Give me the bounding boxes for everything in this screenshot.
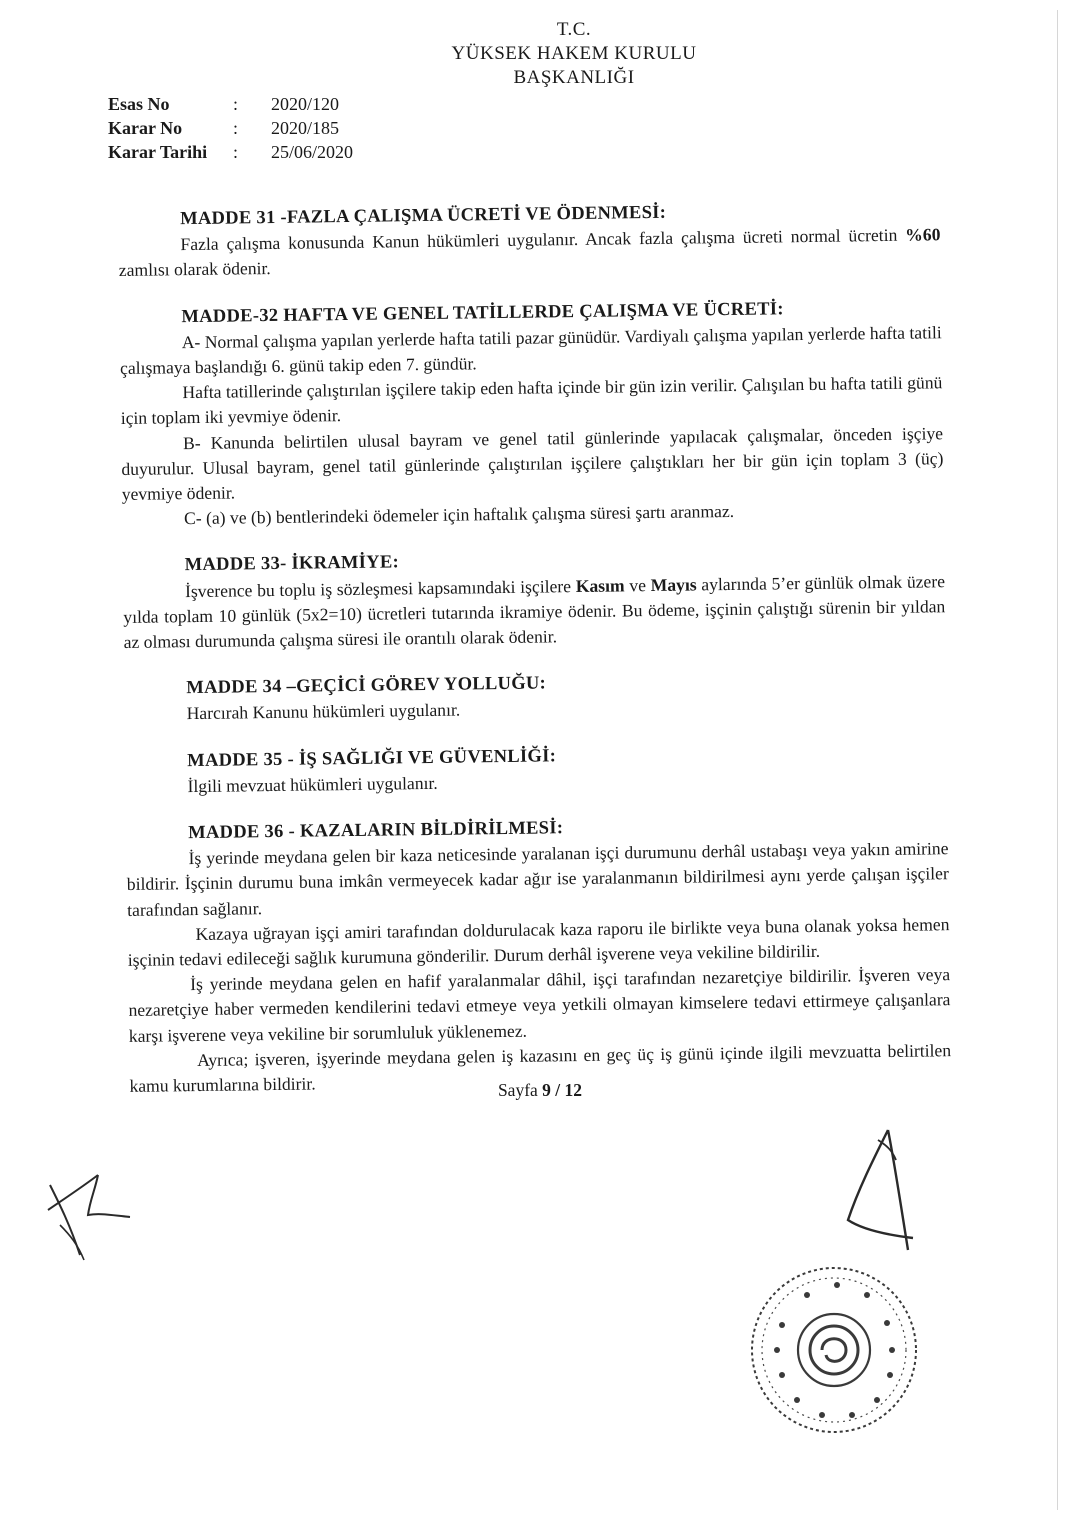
header-line-presidency: BAŞKANLIĞI: [513, 67, 635, 88]
text-run: ve: [624, 574, 651, 596]
meta-label: Karar No: [108, 118, 183, 138]
article-paragraph: A- Normal çalışma yapılan yerlerde hafta tatili pazar günüdür. Vardiyalı çalışma yapılan yerlerde hafta tatili çalışmaya başlandığı 6. günü takip eden 7. gündür.: [119, 322, 942, 379]
meta-value: 2020/120: [271, 94, 340, 114]
page-number-label: Sayfa: [497, 1080, 543, 1100]
page-footer: [0, 1080, 1080, 1101]
article-35: [125, 739, 948, 800]
text-run: aylarında 5’er günlük olmak üzere yılda toplam 10 günlük (5x2=10) ücretleri tutarında ikramiye ödenir. Bu ödeme, işçinin çalıştığı sürenin bir yıldan az olması durumunda çalışma süresi ile orantılı olarak ödenir.: [123, 570, 946, 653]
article-title: MADDE 31 -FAZLA ÇALIŞMA ÜCRETİ VE ÖDENMESİ:: [180, 202, 667, 230]
article-paragraph: C- (a) ve (b) bentlerindeki ödemeler için haftalık çalışma süresi şartı aranmaz.: [183, 501, 735, 529]
article-paragraph: Kazaya uğrayan işçi amiri tarafından doldurulacak kaza raporu ile birlikte veya buna olanak yoksa hemen işçinin tedavi edileceği sağlık kurumuna gönderilir. Durum derhâl işverene veya vekiline bildirilir.: [127, 914, 950, 971]
article-paragraph: İlgili mevzuat hükümleri uygulanır.: [187, 772, 438, 796]
meta-separator: :: [233, 94, 239, 114]
meta-label: Esas No: [108, 94, 170, 114]
meta-separator: :: [233, 118, 239, 138]
official-seal-stamp-icon: [742, 1255, 927, 1445]
article-title: MADDE 35 - İŞ SAĞLIĞI VE GÜVENLİĞİ:: [187, 745, 557, 771]
article-31: [118, 197, 941, 283]
text-run: zamlısı olarak ödenir.: [118, 258, 271, 281]
document-body: [118, 197, 952, 1121]
signature-mark-right-icon: [828, 1120, 923, 1260]
article-paragraph: Ayrıca; işveren, işyerinde meydana gelen iş kazasını en geç üç iş günü içinde ilgili mevzuatta belirtilen kamu kurumlarına bildirir.: [129, 1040, 952, 1097]
bold-month: Kasım: [575, 575, 625, 596]
signature-mark-left-icon: [40, 1165, 135, 1265]
article-34: [124, 666, 947, 727]
meta-row-karar-tarihi: [108, 142, 353, 166]
header-line-tc: T.C.: [556, 19, 592, 40]
scan-edge-line: [1057, 10, 1058, 1510]
text-run: Fazla çalışma konusunda Kanun hükümleri uygulanır. Ancak fazla çalışma ücreti normal ücretin: [180, 224, 906, 255]
text-run: İşverence bu toplu iş sözleşmesi kapsamındaki işçilere: [184, 575, 576, 601]
article-title: MADDE 36 - KAZALARIN BİLDİRİLMESİ:: [188, 818, 564, 844]
meta-value: 25/06/2020: [271, 142, 354, 162]
meta-row-esas: [108, 94, 353, 118]
article-paragraph: [118, 222, 941, 283]
article-title: MADDE 33- İKRAMİYE:: [184, 552, 400, 576]
meta-label: Karar Tarihi: [108, 142, 208, 162]
article-title: MADDE-32 HAFTA VE GENEL TATİLLERDE ÇALIŞMA VE ÜCRETİ:: [181, 298, 784, 327]
bold-month: Mayıs: [650, 574, 697, 595]
meta-separator: :: [233, 142, 239, 162]
article-title: MADDE 34 –GEÇİCİ GÖREV YOLLUĞU:: [186, 673, 547, 699]
bold-percentage: %60: [905, 224, 941, 245]
case-metadata: [108, 94, 353, 166]
article-paragraph: İş yerinde meydana gelen en hafif yaralanmalar dâhil, işçi tarafından nezaretçiye bildirilir. İşveren veya nezaretçiye haber vermeden kendilerini tedavi etmeye veya yetkili olmayan kimselere tedavi ettirmeye çalışanlara karşı işverene veya vekiline bir sorumluluk yüklenemez.: [128, 964, 951, 1046]
meta-value: 2020/185: [271, 118, 340, 138]
article-paragraph: Hafta tatillerinde çalıştırılan işçilere takip eden hafta içinde bir gün izin verilir. Çalışılan bu hafta tatili günü için toplam iki yevmiye ödenir.: [120, 372, 943, 429]
document-header: [0, 18, 1080, 90]
header-line-institution: YÜKSEK HAKEM KURULU: [451, 43, 697, 64]
article-33: [123, 544, 946, 656]
article-paragraph: B- Kanunda belirtilen ulusal bayram ve genel tatil günlerinde yapılacak çalışmalar, önceden işçiye duyurulur. Ulusal bayram, genel tatil günlerinde çalıştırılan işçilere çalıştıkları her bir gün için toplam 3 (üç) yevmiye ödenir.: [121, 422, 944, 505]
article-paragraph: Harcırah Kanunu hükümleri uygulanır.: [186, 700, 461, 724]
article-36: [126, 811, 952, 1099]
article-32: [119, 295, 944, 533]
article-paragraph: İş yerinde meydana gelen bir kaza neticesinde yaralanan işçi durumunu derhâl ustabaşı veya yakın amirine bildirir. İşçinin durumu buna imkân vermeyecek kadar ağır ise yaralanmanın bildirilmesi aynı yerde çalışan işçiler tarafından sağlanır.: [126, 838, 949, 920]
meta-row-karar: [108, 118, 353, 142]
article-paragraph: [123, 569, 946, 655]
page-number: 9 / 12: [542, 1080, 583, 1100]
